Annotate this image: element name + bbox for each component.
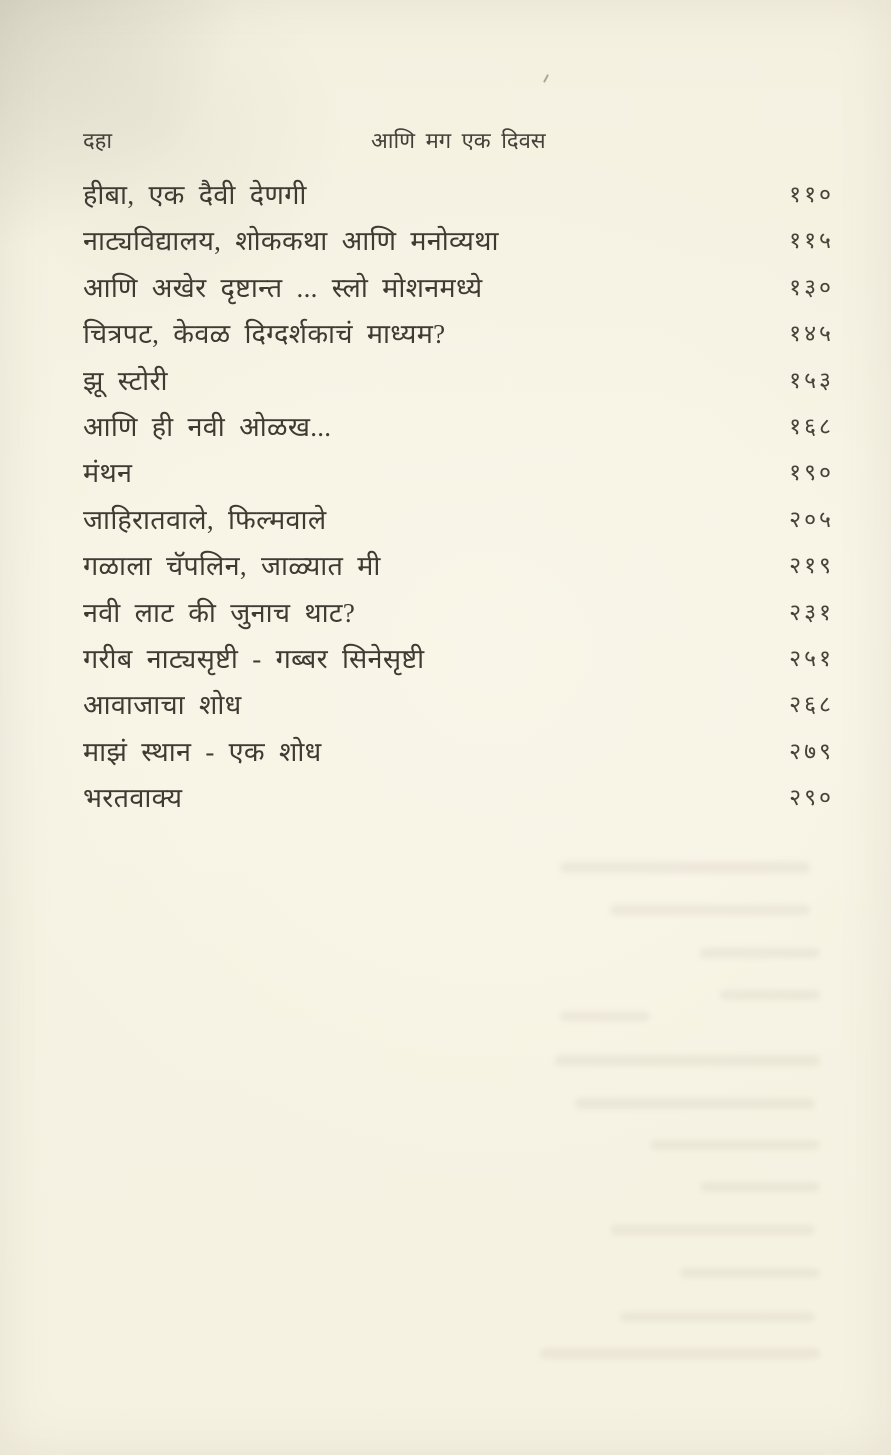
toc-entry-page: २६८ [789, 692, 834, 718]
bleed-through-artifact [560, 862, 810, 873]
scan-speck-artifact [543, 74, 549, 83]
toc-entry-page: ११५ [789, 228, 834, 254]
toc-row [83, 547, 834, 593]
running-title: आणि मग एक दिवस [371, 128, 546, 153]
toc-entry-page: ११० [789, 182, 834, 207]
folio-label: दहा [83, 128, 113, 153]
toc-row [83, 640, 834, 686]
bleed-through-artifact [680, 1268, 820, 1278]
toc-row [83, 315, 834, 361]
bleed-through-artifact [650, 1140, 820, 1150]
bleed-through-artifact [540, 1348, 820, 1359]
toc-entry-page: २५१ [789, 645, 834, 671]
toc-entry-title: भरतवाक्य [83, 783, 183, 814]
toc-row [83, 686, 834, 732]
bleed-through-artifact [700, 1182, 820, 1192]
toc-entry-title: माझं स्थान - एक शोध [83, 736, 322, 767]
bleed-through-artifact [700, 948, 820, 958]
toc-entry-page: २०५ [789, 506, 834, 532]
bleed-through-artifact [575, 1098, 815, 1109]
toc-entry-title: गरीब नाट्यसृष्टी - गब्बर सिनेसृष्टी [83, 643, 425, 674]
toc-entry-page: १४५ [789, 321, 834, 347]
toc-entry-title: गळाला चॅपलिन, जाळ्यात मी [83, 551, 381, 582]
toc-entry-page: २९० [789, 785, 834, 811]
toc-row [83, 362, 834, 408]
bleed-through-artifact [620, 1312, 815, 1322]
toc-entry-page: १५३ [789, 367, 834, 393]
toc-entry-title: झू स्टोरी [83, 365, 168, 396]
toc-row [83, 269, 834, 315]
toc-entry-title: आणि ही नवी ओळख... [83, 411, 332, 442]
toc-row [83, 408, 834, 454]
toc-entry-title: आवाजाचा शोध [83, 690, 242, 721]
toc-entry-page: २७९ [789, 738, 834, 764]
bleed-through-artifact [555, 1055, 820, 1066]
toc-entry-title: चित्रपट, केवळ दिग्दर्शकाचं माध्यम? [83, 319, 446, 350]
toc-entry-title: हीबा, एक दैवी देणगी [83, 180, 307, 210]
bleed-through-artifact [560, 1012, 650, 1021]
toc-entry-page: २३१ [789, 599, 834, 625]
toc-row [83, 176, 834, 222]
toc-entry-page: १९० [789, 460, 834, 486]
toc-entry-page: २१९ [789, 553, 834, 579]
toc-entry-page: १६८ [789, 413, 834, 439]
toc-entry-title: मंथन [83, 458, 133, 489]
toc-entry-title: जाहिरातवाले, फिल्मवाले [83, 504, 327, 535]
toc-row [83, 594, 834, 640]
bleed-through-artifact [720, 990, 820, 1000]
toc-row [83, 222, 834, 268]
toc-entry-page: १३० [789, 274, 834, 300]
bleed-through-artifact [610, 1225, 815, 1235]
toc-list [83, 176, 834, 825]
toc-row [83, 501, 834, 547]
page-header [83, 127, 831, 157]
toc-row [83, 454, 834, 500]
bleed-through-artifact [610, 905, 810, 915]
toc-row [83, 733, 834, 779]
toc-row [83, 779, 834, 825]
toc-entry-title: आणि अखेर दृष्टान्त ... स्लो मोशनमध्ये [83, 272, 483, 303]
toc-entry-title: नवी लाट की जुनाच थाट? [83, 597, 356, 628]
toc-entry-title: नाट्यविद्यालय, शोककथा आणि मनोव्यथा [83, 226, 499, 257]
